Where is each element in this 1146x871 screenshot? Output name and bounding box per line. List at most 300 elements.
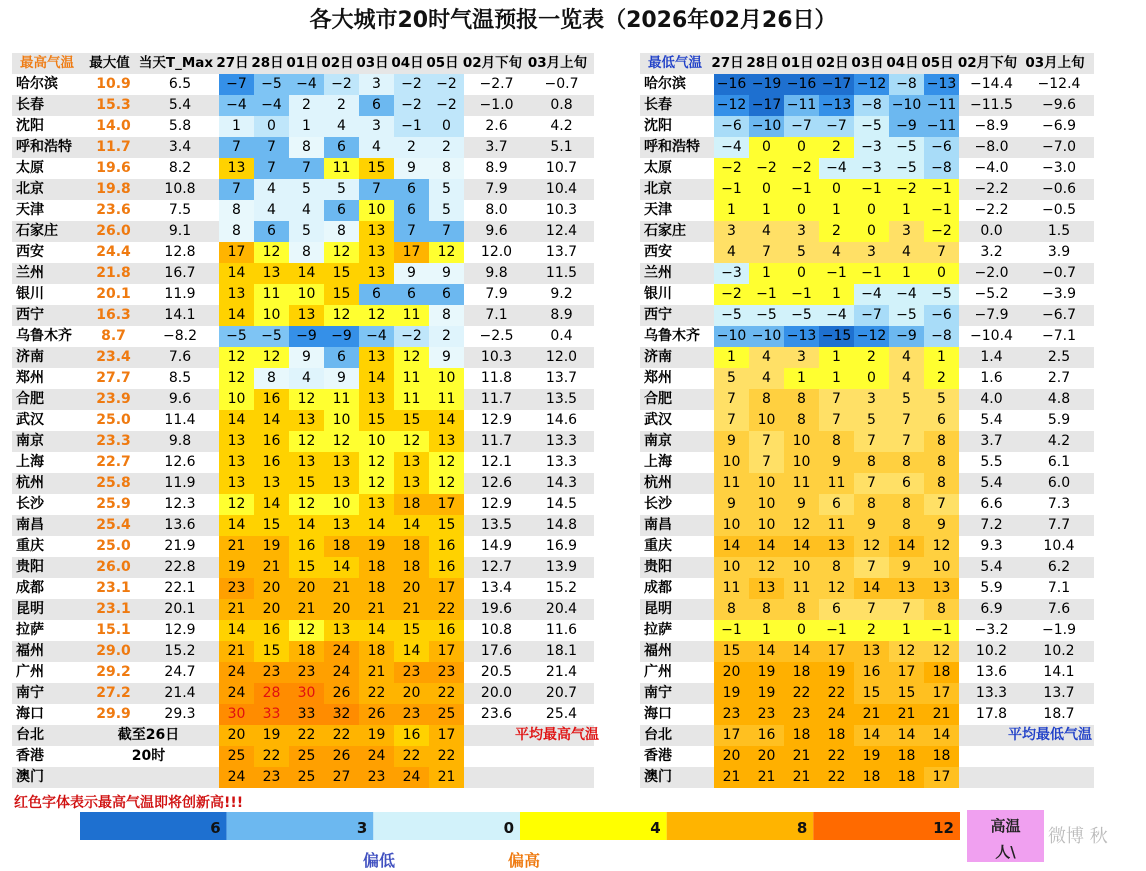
forecast-cell: 11	[714, 578, 749, 599]
table-row	[12, 116, 594, 137]
city-name: 北京	[644, 181, 672, 197]
forecast-cell: 27	[324, 767, 359, 788]
forecast-cell: 19	[714, 683, 749, 704]
forecast-cell: 9	[819, 452, 854, 473]
avg-late-feb: −4.0	[974, 160, 1009, 176]
forecast-cell: 17	[429, 578, 464, 599]
city-name: 重庆	[16, 538, 44, 554]
forecast-cell: 11	[394, 389, 429, 410]
table-row	[640, 95, 1094, 116]
record-max: 23.9	[96, 391, 131, 407]
forecast-cell: −2	[889, 179, 924, 200]
forecast-cell: 10	[924, 557, 959, 578]
avg-early-mar: −9.6	[1042, 97, 1076, 113]
forecast-cell: −7	[854, 305, 889, 326]
forecast-cell: 8	[289, 137, 324, 158]
forecast-cell: 22	[394, 746, 429, 767]
forecast-cell: 7	[254, 137, 289, 158]
avg-late-feb: −10.4	[970, 328, 1013, 344]
forecast-cell: 0	[784, 263, 819, 284]
table-row	[640, 137, 1094, 158]
city-name: 哈尔滨	[644, 76, 686, 92]
avg-early-mar: 14.3	[545, 475, 578, 491]
avg-late-feb: 8.9	[485, 160, 508, 176]
forecast-cell: 7	[889, 410, 924, 431]
forecast-cell: 3	[854, 242, 889, 263]
forecast-cell: 16	[394, 725, 429, 746]
today-tmax	[141, 767, 219, 788]
city-name: 济南	[16, 349, 44, 365]
forecast-cell: −1	[819, 620, 854, 641]
forecast-cell: 20	[714, 746, 749, 767]
forecast-cell: 1	[749, 263, 784, 284]
forecast-cell: 14	[219, 263, 254, 284]
forecast-cell: 4	[289, 368, 324, 389]
forecast-cell: 0	[854, 200, 889, 221]
forecast-cell: 23	[749, 704, 784, 725]
forecast-cell: 14	[254, 494, 289, 515]
table-row	[12, 347, 594, 368]
avg-late-feb: 7.9	[485, 181, 508, 197]
city-name: 澳门	[644, 769, 672, 785]
today-tmax: 16.7	[164, 265, 196, 281]
avg-late-feb: 12.9	[480, 496, 513, 512]
record-max: 23.1	[96, 580, 131, 596]
avg-early-mar: 16.9	[545, 538, 578, 554]
city-name: 香港	[644, 748, 672, 764]
avg-early-mar: −0.6	[1042, 181, 1076, 197]
avg-late-feb: −14.4	[970, 76, 1013, 92]
avg-early-mar: 12.0	[545, 349, 578, 365]
city-name: 南昌	[644, 517, 672, 533]
forecast-cell: 18	[889, 767, 924, 788]
forecast-cell: −2	[429, 95, 464, 116]
forecast-cell: 1	[749, 200, 784, 221]
table-row	[640, 620, 1094, 641]
forecast-cell: 24	[324, 641, 359, 662]
avg-late-feb: 9.8	[485, 265, 508, 281]
avg-late-feb: −2.2	[974, 202, 1009, 218]
forecast-cell: 23	[254, 767, 289, 788]
city-name: 西宁	[16, 307, 44, 323]
avg-early-mar: 7.6	[1047, 601, 1071, 617]
city-name: 济南	[644, 349, 672, 365]
avg-early-mar: 7.1	[1047, 580, 1071, 596]
page-title: 各大城市20时气温预报一览表（2026年02月26日）	[309, 8, 837, 33]
forecast-cell: 17	[889, 662, 924, 683]
forecast-cell: 10	[359, 431, 394, 452]
forecast-cell: 12	[219, 494, 254, 515]
city-name: 广州	[16, 664, 44, 680]
table-row	[640, 263, 1094, 284]
low-temperature-table	[640, 53, 1094, 788]
table-row	[12, 95, 594, 116]
avg-late-feb	[464, 767, 529, 788]
forecast-cell: 6	[429, 284, 464, 305]
forecast-cell: 22	[819, 746, 854, 767]
forecast-cell: 15	[854, 683, 889, 704]
forecast-cell: 12	[854, 536, 889, 557]
forecast-cell: 14	[784, 641, 819, 662]
table-row	[640, 641, 1094, 662]
forecast-cell: 18	[784, 725, 819, 746]
city-name: 天津	[644, 202, 672, 218]
forecast-cell: 12	[219, 368, 254, 389]
column-header: 最高气温	[20, 55, 74, 71]
forecast-cell: −15	[819, 326, 854, 347]
avg-early-mar: 1.5	[1047, 223, 1071, 239]
avg-late-feb: 1.6	[980, 370, 1003, 386]
forecast-cell: 21	[889, 704, 924, 725]
legend-tick: 3	[356, 819, 368, 837]
column-header: 03日	[356, 55, 389, 71]
forecast-cell: 25	[429, 704, 464, 725]
record-max: 23.6	[96, 202, 131, 218]
table-row	[12, 536, 594, 557]
avg-late-feb: 5.4	[980, 559, 1003, 575]
forecast-cell: −2	[324, 74, 359, 95]
avg-early-mar: 13.7	[545, 370, 578, 386]
forecast-cell: −12	[714, 95, 749, 116]
record-max: 16.3	[96, 307, 131, 323]
column-header: 04日	[391, 55, 424, 71]
column-header: 01日	[781, 55, 814, 71]
today-tmax: 8.5	[168, 370, 192, 386]
table-row	[640, 74, 1094, 95]
avg-late-feb: 6.9	[980, 601, 1003, 617]
forecast-cell: 23	[429, 662, 464, 683]
forecast-cell: −4	[854, 284, 889, 305]
city-name: 天津	[16, 202, 44, 218]
forecast-cell: −3	[854, 158, 889, 179]
forecast-cell: 2	[854, 347, 889, 368]
table-row	[640, 599, 1094, 620]
forecast-cell: 20	[324, 599, 359, 620]
forecast-cell: 24	[324, 662, 359, 683]
forecast-cell: 3	[359, 116, 394, 137]
forecast-cell: −7	[819, 116, 854, 137]
today-tmax: 11.9	[164, 475, 196, 491]
city-name: 哈尔滨	[16, 76, 58, 92]
avg-early-mar: 10.4	[1043, 538, 1075, 554]
forecast-cell: 16	[254, 452, 289, 473]
forecast-cell: 20	[394, 578, 429, 599]
forecast-cell: 5	[429, 200, 464, 221]
forecast-cell: 10	[289, 284, 324, 305]
today-tmax: 12.8	[164, 244, 196, 260]
forecast-cell: 12	[394, 431, 429, 452]
forecast-cell: 9	[394, 158, 429, 179]
forecast-cell: 4	[889, 347, 924, 368]
forecast-cell: 1	[819, 347, 854, 368]
table-row	[640, 221, 1094, 242]
column-header: 02日	[816, 55, 849, 71]
forecast-cell: 4	[889, 368, 924, 389]
forecast-cell: −1	[854, 179, 889, 200]
forecast-cell: 6	[359, 95, 394, 116]
forecast-cell: 20	[219, 725, 254, 746]
forecast-cell: 14	[359, 368, 394, 389]
forecast-cell: 16	[254, 431, 289, 452]
column-header: 03日	[851, 55, 884, 71]
forecast-cell: 14	[394, 641, 429, 662]
avg-early-mar: −6.9	[1042, 118, 1076, 134]
forecast-cell: 17	[924, 683, 959, 704]
forecast-cell: 33	[254, 704, 289, 725]
forecast-cell: 19	[254, 725, 289, 746]
forecast-cell: −12	[854, 326, 889, 347]
city-name: 兰州	[16, 265, 44, 281]
avg-late-feb: 20.0	[480, 685, 513, 701]
table-row	[12, 704, 594, 725]
forecast-cell: −4	[714, 137, 749, 158]
forecast-cell: 14	[289, 263, 324, 284]
forecast-cell: −5	[254, 326, 289, 347]
city-name: 石家庄	[16, 223, 58, 239]
forecast-cell: 4	[889, 242, 924, 263]
forecast-cell: 2	[429, 326, 464, 347]
today-tmax: 5.8	[168, 118, 192, 134]
avg-early-mar	[1024, 746, 1094, 767]
avg-late-feb: 5.4	[980, 475, 1003, 491]
today-tmax: 9.6	[168, 391, 192, 407]
avg-late-feb: 5.4	[980, 412, 1003, 428]
avg-early-mar: 2.5	[1047, 349, 1071, 365]
forecast-cell: 12	[219, 347, 254, 368]
table-row	[12, 452, 594, 473]
city-name: 成都	[644, 580, 672, 596]
city-name: 长沙	[16, 496, 44, 512]
forecast-cell: 20	[749, 746, 784, 767]
forecast-cell: 0	[784, 200, 819, 221]
column-header: 05日	[921, 55, 954, 71]
forecast-cell: −2	[784, 158, 819, 179]
forecast-cell: −2	[394, 74, 429, 95]
column-header: 02月下旬	[462, 55, 523, 71]
record-max: 20.1	[96, 286, 131, 302]
city-name: 广州	[644, 664, 672, 680]
forecast-cell: 22	[359, 683, 394, 704]
forecast-cell: 24	[219, 662, 254, 683]
forecast-cell: 13	[219, 284, 254, 305]
city-name: 西安	[644, 244, 672, 260]
avg-late-feb: 9.6	[485, 223, 508, 239]
forecast-cell: 12	[889, 641, 924, 662]
forecast-cell: 1	[819, 368, 854, 389]
forecast-cell: −8	[889, 74, 924, 95]
forecast-cell: −1	[749, 284, 784, 305]
column-header: 02月下旬	[957, 55, 1018, 71]
forecast-cell: 15	[289, 473, 324, 494]
forecast-cell: 15	[359, 158, 394, 179]
forecast-cell: 10	[714, 452, 749, 473]
forecast-cell: 19	[359, 725, 394, 746]
forecast-cell: 17	[219, 242, 254, 263]
forecast-cell: 17	[429, 494, 464, 515]
city-name: 台北	[644, 727, 672, 743]
forecast-cell: 7	[924, 242, 959, 263]
avg-early-mar: 13.3	[545, 454, 578, 470]
forecast-cell: −11	[784, 95, 819, 116]
forecast-cell: −4	[819, 305, 854, 326]
record-max: 25.0	[96, 412, 131, 428]
avg-early-mar: 13.7	[1043, 685, 1075, 701]
column-header: 最大值	[89, 55, 130, 71]
column-header: 28日	[746, 55, 779, 71]
forecast-cell: 1	[714, 200, 749, 221]
forecast-cell: 8	[219, 221, 254, 242]
today-tmax: 7.5	[168, 202, 192, 218]
avg-late-feb: 10.3	[480, 349, 513, 365]
forecast-cell: −4	[219, 95, 254, 116]
avg-late-feb: −1.0	[479, 97, 514, 113]
forecast-cell: 14	[219, 410, 254, 431]
city-name: 合肥	[644, 391, 672, 407]
forecast-cell: 8	[289, 242, 324, 263]
forecast-cell: 1	[924, 347, 959, 368]
forecast-cell: 12	[784, 515, 819, 536]
avg-early-mar: 9.2	[550, 286, 573, 302]
column-header: 最低气温	[648, 55, 702, 71]
forecast-cell: 30	[289, 683, 324, 704]
record-max: 27.7	[96, 370, 131, 386]
table-row	[640, 515, 1094, 536]
forecast-cell: 21	[219, 599, 254, 620]
forecast-cell: 14	[854, 725, 889, 746]
city-name: 贵阳	[16, 559, 44, 575]
city-name: 重庆	[644, 538, 672, 554]
city-name: 南宁	[16, 685, 44, 701]
forecast-cell: 13	[289, 410, 324, 431]
forecast-cell: 12	[749, 557, 784, 578]
avg-late-feb: −7.9	[974, 307, 1009, 323]
forecast-cell: 8	[429, 305, 464, 326]
city-name: 乌鲁木齐	[16, 328, 72, 344]
forecast-cell: 9	[924, 515, 959, 536]
forecast-cell: 11	[324, 158, 359, 179]
forecast-cell: 11	[784, 473, 819, 494]
forecast-cell: 6	[394, 200, 429, 221]
forecast-cell: 17	[429, 641, 464, 662]
today-tmax: 21.4	[164, 685, 196, 701]
forecast-cell: 1	[889, 263, 924, 284]
forecast-cell: 23	[359, 767, 394, 788]
forecast-cell: 16	[254, 620, 289, 641]
table-row	[12, 578, 594, 599]
avg-late-feb: 12.6	[480, 475, 513, 491]
city-name: 乌鲁木齐	[644, 328, 700, 344]
record-max: 24.4	[96, 244, 131, 260]
forecast-cell: 6	[324, 137, 359, 158]
forecast-cell: −5	[254, 74, 289, 95]
forecast-cell: 21	[359, 599, 394, 620]
legend-swatch	[80, 812, 227, 840]
today-tmax: 21.9	[164, 538, 196, 554]
table-row	[640, 746, 1094, 767]
record-max: 29.0	[96, 643, 131, 659]
forecast-cell: −1	[819, 263, 854, 284]
forecast-cell: 13	[359, 242, 394, 263]
city-name: 北京	[16, 181, 44, 197]
forecast-cell: 18	[889, 746, 924, 767]
forecast-cell: 13	[219, 158, 254, 179]
forecast-cell: 9	[714, 431, 749, 452]
record-max: 23.1	[96, 601, 131, 617]
forecast-cell: 1	[819, 200, 854, 221]
city-name: 香港	[16, 748, 44, 764]
city-name: 拉萨	[644, 622, 672, 638]
forecast-cell: −8	[924, 326, 959, 347]
forecast-cell: 5	[289, 221, 324, 242]
avg-low-label: 平均最低气温	[1008, 727, 1092, 743]
table-row	[12, 137, 594, 158]
forecast-cell: −2	[714, 284, 749, 305]
forecast-cell: 0	[749, 179, 784, 200]
forecast-cell: 8	[429, 158, 464, 179]
column-header: 当天T_Max	[138, 55, 214, 71]
today-tmax: 8.2	[168, 160, 192, 176]
forecast-cell: −5	[219, 326, 254, 347]
avg-late-feb: 12.7	[480, 559, 513, 575]
today-tmax: 12.6	[164, 454, 196, 470]
forecast-cell: 4	[359, 137, 394, 158]
forecast-cell: 17	[714, 725, 749, 746]
forecast-cell: 22	[289, 725, 324, 746]
table-row	[12, 431, 594, 452]
forecast-cell: 21	[219, 641, 254, 662]
avg-early-mar: −7.1	[1042, 328, 1076, 344]
today-tmax: 22.8	[164, 559, 196, 575]
forecast-cell: −5	[749, 305, 784, 326]
avg-late-feb: 9.3	[980, 538, 1003, 554]
avg-early-mar: 21.4	[545, 664, 578, 680]
forecast-cell: 10	[784, 557, 819, 578]
table-row	[640, 557, 1094, 578]
table-row	[12, 305, 594, 326]
column-header: 28日	[251, 55, 284, 71]
forecast-cell: 2	[324, 95, 359, 116]
city-name: 上海	[16, 454, 44, 470]
avg-late-feb: 5.5	[980, 454, 1003, 470]
forecast-cell: 20	[714, 662, 749, 683]
forecast-cell: 18	[289, 641, 324, 662]
forecast-cell: 19	[254, 536, 289, 557]
today-tmax: 5.4	[168, 97, 192, 113]
forecast-cell: 21	[714, 767, 749, 788]
forecast-cell: 12	[924, 536, 959, 557]
forecast-cell: 7	[924, 494, 959, 515]
forecast-cell: 14	[749, 641, 784, 662]
forecast-cell: 9	[889, 557, 924, 578]
avg-early-mar: 10.3	[545, 202, 578, 218]
table-row	[640, 158, 1094, 179]
forecast-cell: −2	[714, 158, 749, 179]
forecast-cell: −5	[854, 116, 889, 137]
city-name: 武汉	[644, 412, 672, 428]
forecast-cell: 14	[714, 536, 749, 557]
forecast-cell: −10	[714, 326, 749, 347]
forecast-cell: 20	[394, 683, 429, 704]
avg-late-feb: 11.8	[480, 370, 513, 386]
avg-early-mar: 15.2	[545, 580, 578, 596]
city-name: 太原	[644, 160, 672, 176]
avg-late-feb: 13.4	[480, 580, 513, 596]
today-tmax: 20.1	[164, 601, 196, 617]
forecast-cell: 16	[289, 536, 324, 557]
forecast-cell: 21	[289, 599, 324, 620]
forecast-cell: 30	[219, 704, 254, 725]
forecast-cell: 12	[254, 242, 289, 263]
